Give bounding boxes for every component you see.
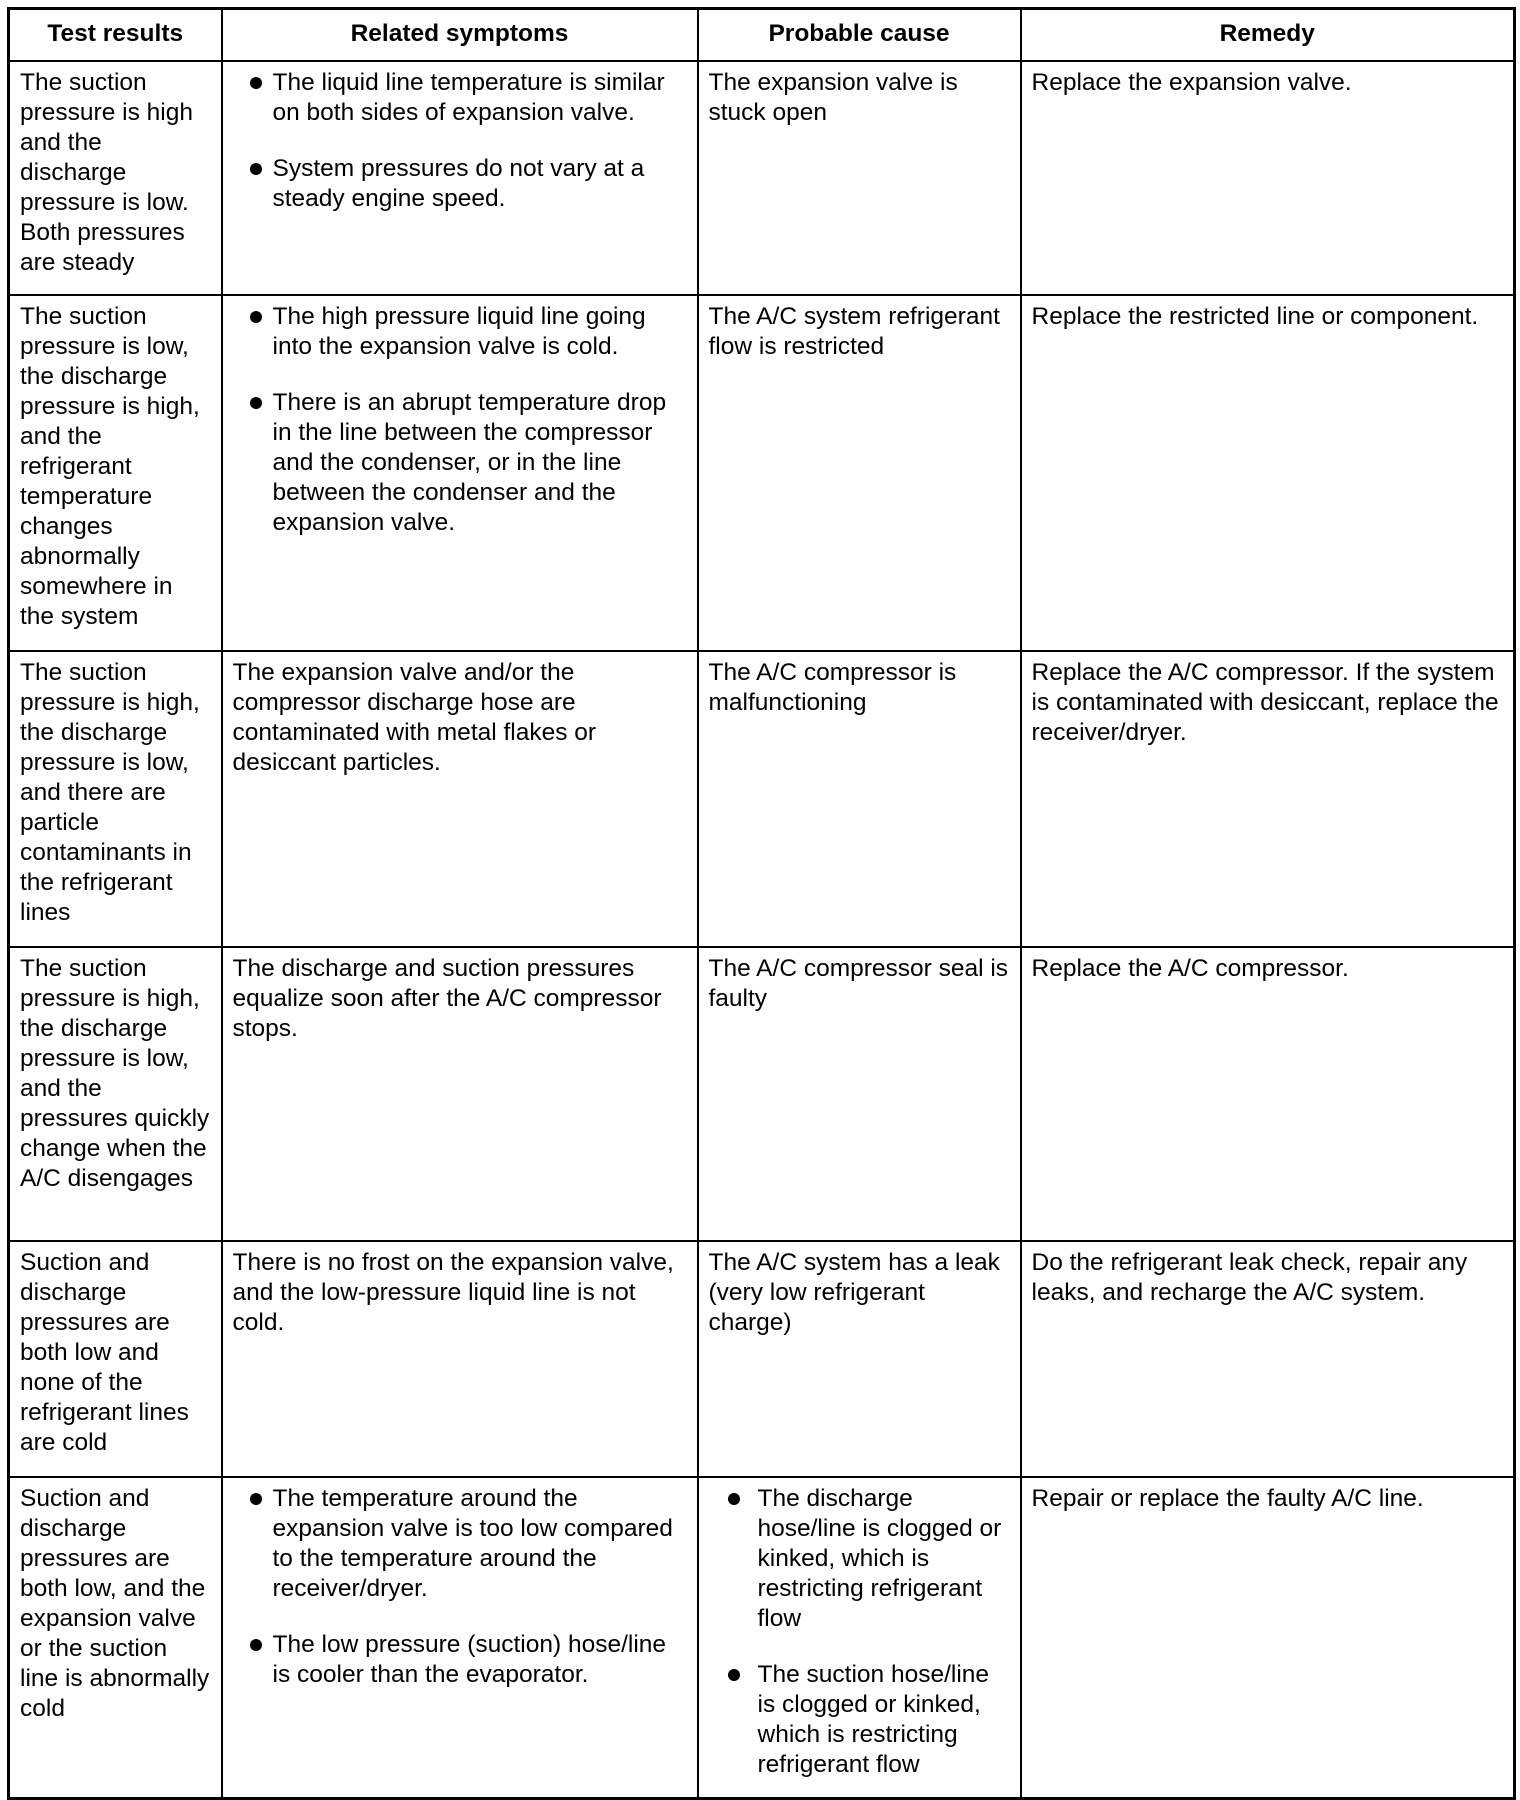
test-result-cell: The suction pressure is low, the discharge pressure is high, and the refrigerant temperature changes abnormally somewhere in the system: [9, 295, 222, 651]
cause-item: [709, 1484, 1010, 1634]
bullet-icon: [250, 163, 262, 175]
bullet-icon: [250, 1639, 262, 1651]
symptom-list: [233, 68, 687, 214]
table-row: [9, 61, 1515, 295]
cause-text: The suction hose/line is clogged or kinked, which is restricting refrigerant flow: [757, 1660, 990, 1778]
symptom-text: The liquid line temperature is similar on both sides of expansion valve.: [272, 68, 665, 126]
cause-cell: The expansion valve is stuck open: [698, 61, 1021, 295]
header-related-symptoms: Related symptoms: [222, 9, 698, 61]
table-row: [9, 947, 1515, 1241]
symptom-text: There is an abrupt temperature drop in the line between the compressor and the condenser, or in the line between the condenser and the expansion valve.: [272, 388, 667, 536]
bullet-icon: [250, 77, 262, 89]
cause-cell: The A/C compressor is malfunctioning: [698, 651, 1021, 947]
symptoms-cell: [222, 295, 698, 651]
cause-cell: The A/C system has a leak (very low refrigerant charge): [698, 1241, 1021, 1477]
remedy-cell: Repair or replace the faulty A/C line.: [1021, 1477, 1515, 1799]
symptom-list: [233, 302, 687, 538]
table-row: [9, 295, 1515, 651]
cause-text: The discharge hose/line is clogged or kinked, which is restricting refrigerant flow: [757, 1484, 1002, 1632]
cause-list: [709, 1484, 1010, 1780]
test-result-cell: Suction and discharge pressures are both low and none of the refrigerant lines are cold: [9, 1241, 222, 1477]
symptoms-cell: [222, 61, 698, 295]
cause-cell: The A/C compressor seal is faulty: [698, 947, 1021, 1241]
header-remedy: Remedy: [1021, 9, 1515, 61]
bullet-icon: [728, 1493, 740, 1505]
symptoms-cell: [222, 1477, 698, 1799]
table-row: [9, 651, 1515, 947]
bullet-icon: [250, 397, 262, 409]
test-result-cell: The suction pressure is high, the discharge pressure is low, and the pressures quickly change when the A/C disengages: [9, 947, 222, 1241]
symptom-text: The high pressure liquid line going into the expansion valve is cold.: [272, 302, 646, 360]
symptoms-cell: The expansion valve and/or the compressor discharge hose are contaminated with metal flakes or desiccant particles.: [222, 651, 698, 947]
symptom-text: The temperature around the expansion valve is too low compared to the temperature around the receiver/dryer.: [272, 1484, 673, 1602]
symptom-text: System pressures do not vary at a steady engine speed.: [272, 154, 645, 212]
table-row: [9, 1477, 1515, 1799]
symptom-list: [233, 1484, 687, 1690]
symptom-item: [233, 388, 687, 538]
cause-cell: [698, 1477, 1021, 1799]
remedy-cell: Replace the A/C compressor. If the system is contaminated with desiccant, replace the receiver/dryer.: [1021, 651, 1515, 947]
test-result-cell: The suction pressure is high and the discharge pressure is low. Both pressures are steady: [9, 61, 222, 295]
test-result-cell: Suction and discharge pressures are both low, and the expansion valve or the suction line is abnormally cold: [9, 1477, 222, 1799]
symptoms-cell: The discharge and suction pressures equalize soon after the A/C compressor stops.: [222, 947, 698, 1241]
symptoms-cell: There is no frost on the expansion valve, and the low-pressure liquid line is not cold.: [222, 1241, 698, 1477]
cause-cell: The A/C system refrigerant flow is restricted: [698, 295, 1021, 651]
symptom-text: The low pressure (suction) hose/line is cooler than the evaporator.: [272, 1630, 667, 1688]
header-probable-cause: Probable cause: [698, 9, 1021, 61]
bullet-icon: [250, 311, 262, 323]
test-result-cell: The suction pressure is high, the discharge pressure is low, and there are particle contaminants in the refrigerant lines: [9, 651, 222, 947]
symptom-item: [233, 154, 687, 214]
remedy-cell: Replace the restricted line or component.: [1021, 295, 1515, 651]
remedy-cell: Replace the A/C compressor.: [1021, 947, 1515, 1241]
remedy-cell: Do the refrigerant leak check, repair any leaks, and recharge the A/C system.: [1021, 1241, 1515, 1477]
symptom-item: [233, 1630, 687, 1690]
table-row: [9, 1241, 1515, 1477]
symptom-item: [233, 68, 687, 128]
bullet-icon: [728, 1669, 740, 1681]
symptom-item: [233, 302, 687, 362]
cause-item: [709, 1660, 1010, 1780]
bullet-icon: [250, 1493, 262, 1505]
troubleshooting-table: [7, 7, 1516, 1800]
header-test-results: Test results: [9, 9, 222, 61]
table-header-row: [9, 9, 1515, 61]
remedy-cell: Replace the expansion valve.: [1021, 61, 1515, 295]
symptom-item: [233, 1484, 687, 1604]
